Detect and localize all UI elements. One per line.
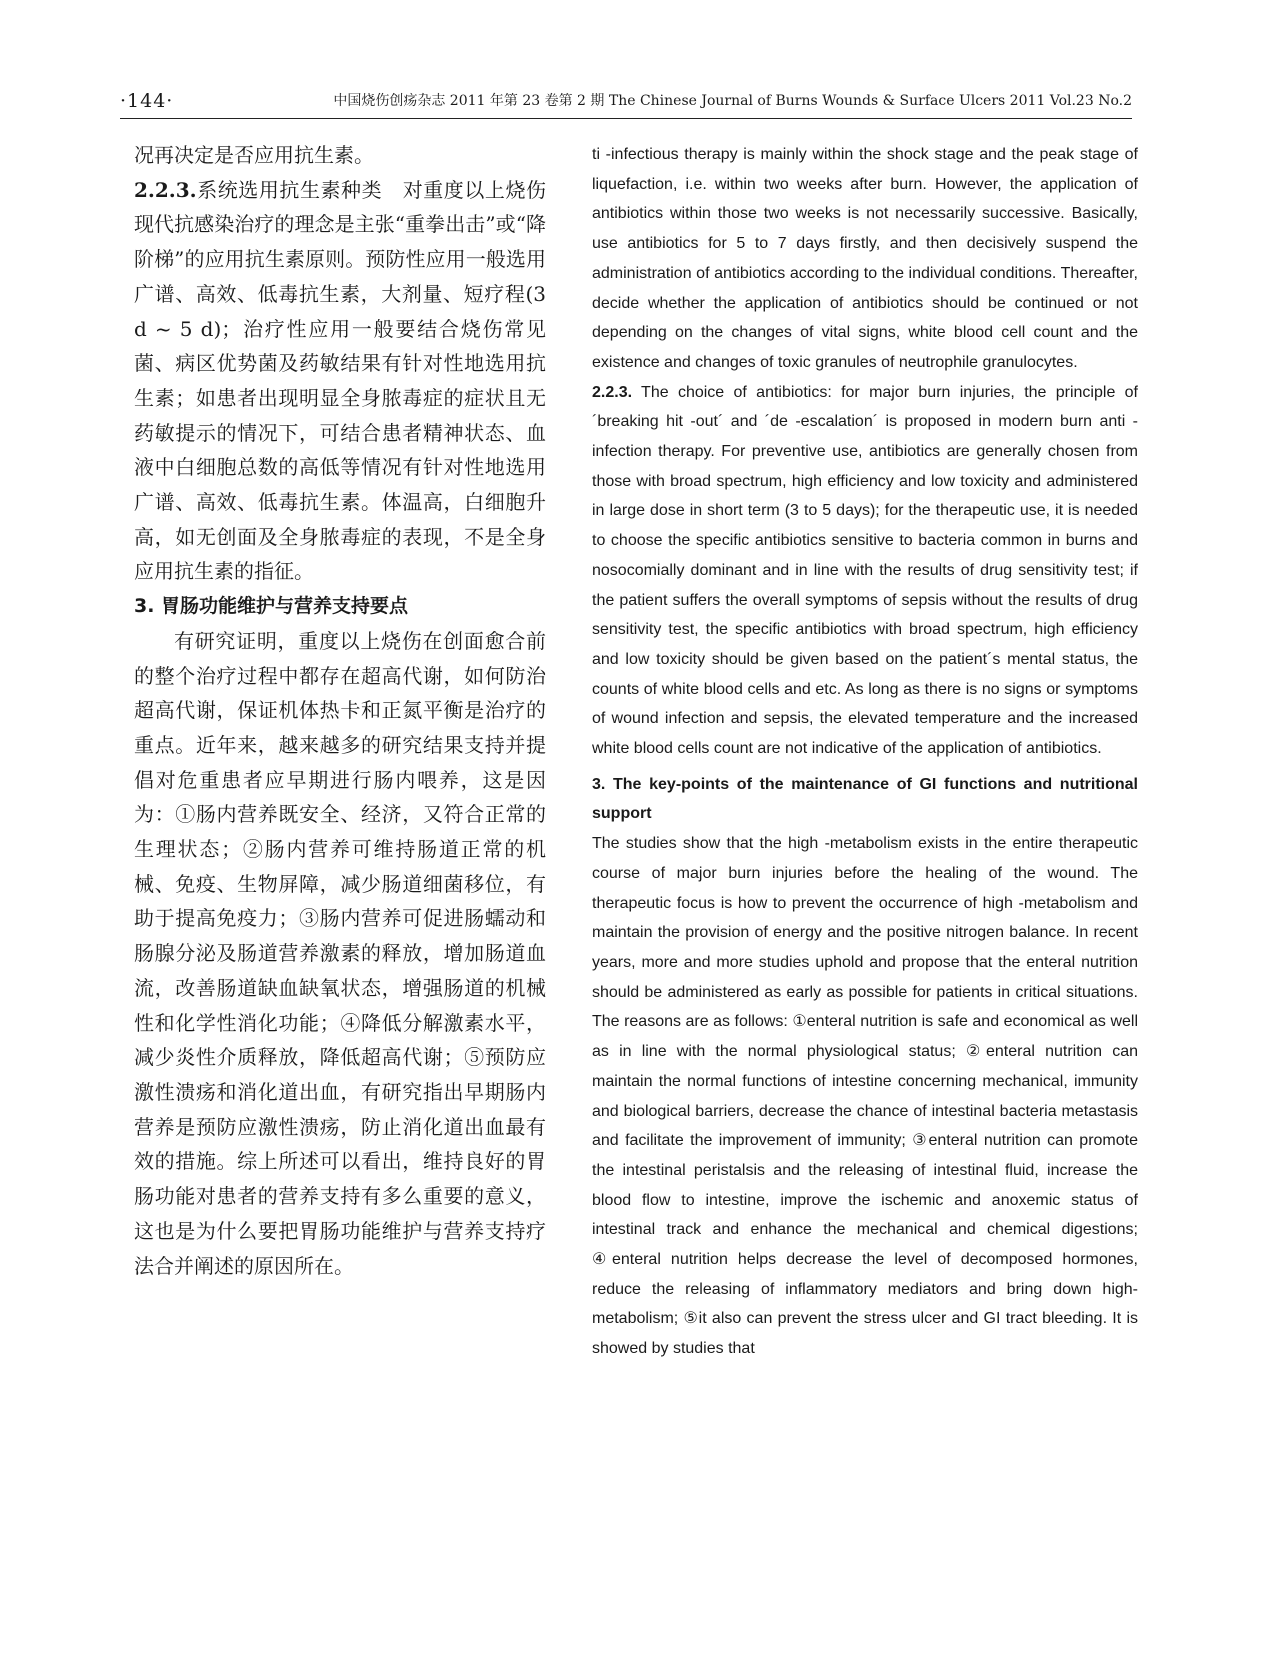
page-number: ·144· [120,90,174,112]
section-2-2-3-cn [134,173,546,589]
paragraph-cn-continuation: 况再决定是否应用抗生素。 [134,143,374,167]
english-column [592,140,1138,1364]
section-number: 2.2.3. [134,177,197,202]
section-number: 2.2.3. [592,383,633,401]
paragraph-en-continuation: ti -infectious therapy is mainly within the shock stage and the peak stage of liquefaction, i.e. within two weeks after burn. However, the application of antibiotics within those two weeks is not necessarily successive. Basically, use antibiotics for 5 to 7 days firstly, and then decisively suspend the administration of antibiotics according to the individual conditions. Thereafter, decide whether the application of antibiotics should be continued or not depending on the changes of vital signs, white blood cell count and the existence and changes of toxic granules of neutrophile granulocytes. [592,146,1138,371]
section-text: 系统选用抗生素种类 对重度以上烧伤现代抗感染治疗的理念是主张“重拳出击”或“降阶梯”的应用抗生素原则。预防性应用一般选用广谱、高效、低毒抗生素，大剂量、短疗程(3 d ~ 5 d)；治疗性应用一般要结合烧伤常见菌、病区优势菌及药敏结果有针对性地选用抗生素；如患者出现明显全身脓毒症的症状且无药敏提示的情况下，可结合患者精神状态、血液中白细胞总数的高低等情况有针对性地选用广谱、高效、低毒抗生素。体温高，白细胞升高，如无创面及全身脓毒症的表现，不是全身应用抗生素的指征。 [134,177,546,584]
journal-title: 中国烧伤创疡杂志 2011 年第 23 卷第 2 期 The Chinese Journal of Burns Wounds & Surface Ulcers 2011 Vol.23 No.2 [333,93,1132,109]
running-header [120,86,1132,116]
paragraph-section-3-en: The studies show that the high -metabolism exists in the entire therapeutic course of major burn injuries before the healing of the wound. The therapeutic focus is how to prevent the occurrence of high -metabolism and maintain the provision of energy and the positive nitrogen balance. In recent years, more and more studies uphold and propose that the enteral nutrition should be administered as early as possible for patients in critical situations. The reasons are as follows: ①enteral nutrition is safe and economical as well as in line with the normal physiological status; ②enteral nutrition can maintain the normal functions of intestine concerning mechanical, immunity and biological barriers, decrease the chance of intestinal bacteria metastasis and facilitate the improvement of immunity; ③enteral nutrition can promote the intestinal peristalsis and the releasing of intestinal fluid, increase the blood flow to intestine, improve the ischemic and anoxemic status of intestinal track and enhance the mechanical and chemical digestions; ④enteral nutrition helps decrease the level of decomposed hormones, reduce the releasing of inflammatory mediators and bring down high-metabolism; ⑤it also can prevent the stress ulcer and GI tract bleeding. It is showed by studies that [592,835,1138,1358]
chinese-column [134,138,546,1283]
header-rule [120,118,1132,119]
section-text: The choice of antibiotics: for major burn injuries, the principle of ´breaking hit -out´ and ´de -escalation´ is proposed in modern burn anti -infection therapy. For preventive use, antibiotics are generally chosen from those with broad spectrum, high efficiency and low toxicity and administered in large dose in short term (3 to 5 days); for the therapeutic use, it is needed to choose the specific antibiotics sensitive to bacteria common in burns and nosocomially dominant and in line with the results of drug sensitivity test; if the patient suffers the overall symptoms of sepsis without the results of drug sensitivity test, the specific antibiotics with broad spectrum, high efficiency and low toxicity should be given based on the patient´s mental status, the counts of white blood cells and etc. As long as there is no signs or symptoms of wound infection and sepsis, the elevated temperature and the increased white blood cells count are not indicative of the application of antibiotics. [592,383,1138,758]
section-2-2-3-en [592,378,1138,764]
heading-section-3-cn: 3. 胃肠功能维护与营养支持要点 [134,595,409,618]
paragraph-section-3-cn: 有研究证明，重度以上烧伤在创面愈合前的整个治疗过程中都存在超高代谢，如何防治超高代谢，保证机体热卡和正氮平衡是治疗的重点。近年来，越来越多的研究结果支持并提倡对危重患者应早期进行肠内喂养，这是因为：①肠内营养既安全、经济，又符合正常的生理状态；②肠内营养可维持肠道正常的机械、免疫、生物屏障，减少肠道细菌移位，有助于提高免疫力；③肠内营养可促进肠蠕动和肠腺分泌及肠道营养激素的释放，增加肠道血流，改善肠道缺血缺氧状态，增强肠道的机械性和化学性消化功能；④降低分解激素水平，减少炎性介质释放，降低超高代谢；⑤预防应激性溃疡和消化道出血，有研究指出早期肠内营养是预防应激性溃疡，防止消化道出血最有效的措施。综上所述可以看出，维持良好的胃肠功能对患者的营养支持有多么重要的意义，这也是为什么要把胃肠功能维护与营养支持疗法合并阐述的原因所在。 [134,628,546,1278]
heading-section-3-en: 3. The key-points of the maintenance of GI functions and nutritional support [592,775,1138,823]
